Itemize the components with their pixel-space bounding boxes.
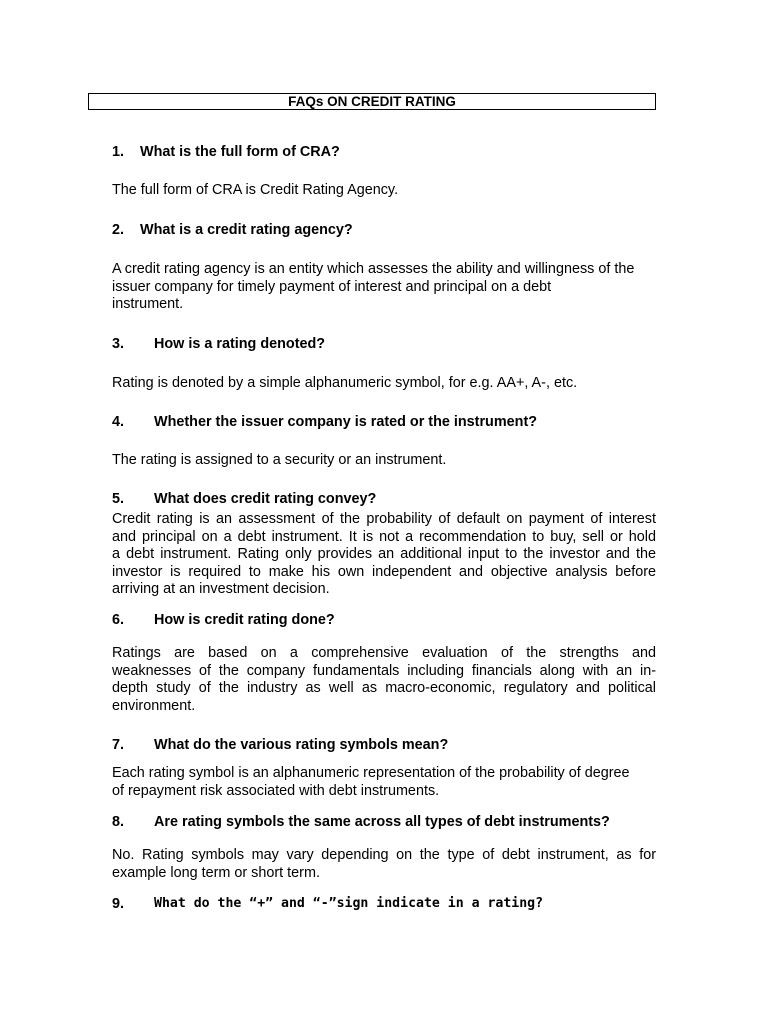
question-number: 9. bbox=[112, 896, 125, 912]
question-text: What is the full form of CRA? bbox=[140, 144, 340, 160]
answer-line: Rating is denoted by a simple alphanumeric symbol, for e.g. AA+, A-, etc. bbox=[112, 375, 578, 391]
answer-line: weaknesses of the company fundamentals including financials along with an in- bbox=[112, 662, 656, 679]
faq-answer-6 bbox=[112, 645, 656, 715]
faq-answer-2 bbox=[112, 261, 656, 314]
question-text: What does credit rating convey? bbox=[154, 491, 377, 507]
faq-question-3 bbox=[112, 335, 326, 353]
answer-line: Ratings are based on a comprehensive evaluation of the strengths and bbox=[112, 645, 656, 661]
answer-line: arriving at an investment decision. bbox=[112, 581, 330, 598]
faq-question-5 bbox=[112, 490, 377, 508]
answer-line: issuer company for timely payment of interest and principal on a debt bbox=[112, 278, 552, 295]
answer-line: instrument. bbox=[112, 296, 184, 313]
faq-answer-1 bbox=[112, 182, 656, 200]
answer-line: A credit rating agency is an entity which assesses the ability and willingness of the bbox=[112, 261, 635, 277]
answer-line: investor is required to make his own independent and objective analysis before bbox=[112, 563, 656, 580]
faq-question-4 bbox=[112, 413, 538, 431]
question-number: 4. bbox=[112, 414, 125, 430]
question-number: 1. bbox=[112, 144, 125, 160]
faq-answer-8 bbox=[112, 847, 656, 882]
faq-answer-7 bbox=[112, 765, 656, 800]
faq-question-1 bbox=[112, 143, 340, 161]
answer-line: of repayment risk associated with debt instruments. bbox=[112, 782, 440, 799]
question-text: What do the “+” and “-”sign indicate in a rating? bbox=[154, 896, 544, 911]
answer-line: environment. bbox=[112, 697, 196, 714]
answer-line: and principal on a debt instrument. It is not a recommendation to buy, sell or hold bbox=[112, 528, 656, 545]
question-text: How is a rating denoted? bbox=[154, 336, 326, 352]
answer-line: Each rating symbol is an alphanumeric representation of the probability of degree bbox=[112, 765, 630, 781]
faq-answer-4 bbox=[112, 452, 656, 470]
answer-line: Credit rating is an assessment of the probability of default on payment of interest bbox=[112, 511, 656, 527]
faq-question-2 bbox=[112, 221, 353, 239]
faq-answer-5 bbox=[112, 511, 656, 599]
answer-line: The full form of CRA is Credit Rating Agency. bbox=[112, 182, 399, 198]
answer-line: a debt instrument. Rating only provides an additional input to the investor and the bbox=[112, 546, 656, 563]
answer-line: depth study of the industry as well as macro-economic, regulatory and political bbox=[112, 680, 656, 697]
faq-question-8 bbox=[112, 813, 610, 831]
answer-line: No. Rating symbols may vary depending on the type of debt instrument, as for bbox=[112, 847, 656, 863]
question-number: 7. bbox=[112, 737, 125, 753]
answer-line: example long term or short term. bbox=[112, 864, 320, 881]
faq-answer-3 bbox=[112, 375, 656, 393]
question-text: Whether the issuer company is rated or the instrument? bbox=[154, 414, 538, 430]
faq-question-9 bbox=[112, 895, 544, 913]
question-number: 3. bbox=[112, 336, 125, 352]
faq-question-6 bbox=[112, 611, 335, 629]
question-number: 8. bbox=[112, 814, 125, 830]
question-text: Are rating symbols the same across all types of debt instruments? bbox=[154, 814, 610, 830]
question-number: 2. bbox=[112, 222, 125, 238]
answer-line: The rating is assigned to a security or an instrument. bbox=[112, 452, 447, 468]
question-text: What is a credit rating agency? bbox=[140, 222, 353, 238]
faq-question-7 bbox=[112, 736, 449, 754]
question-text: What do the various rating symbols mean? bbox=[154, 737, 449, 753]
question-number: 5. bbox=[112, 491, 125, 507]
document-title: FAQs ON CREDIT RATING bbox=[88, 93, 656, 110]
question-number: 6. bbox=[112, 612, 125, 628]
question-text: How is credit rating done? bbox=[154, 612, 335, 628]
